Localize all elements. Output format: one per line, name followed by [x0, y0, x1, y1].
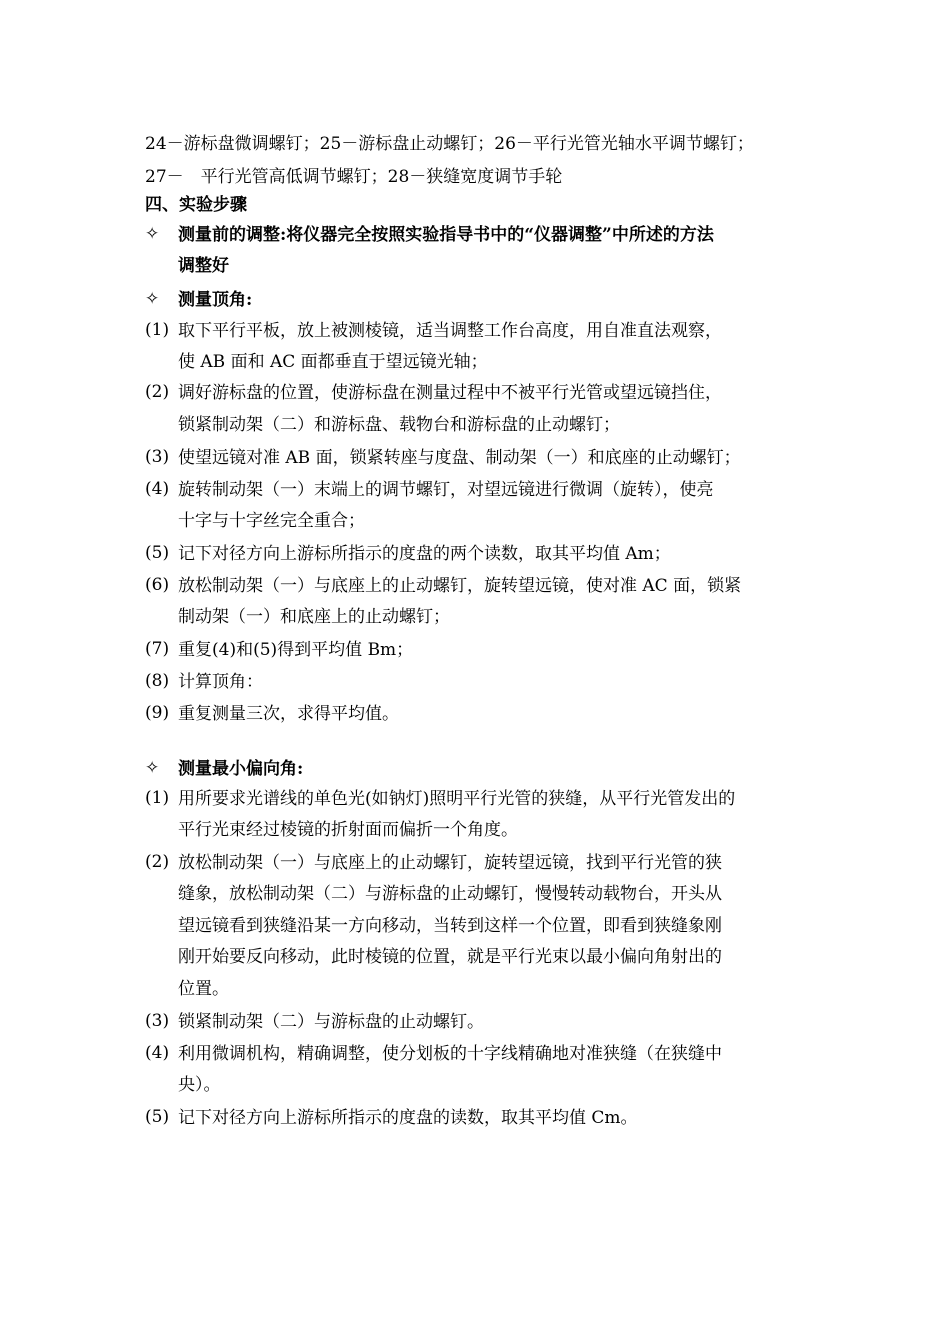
intro-line-1: 24－游标盘微调螺钉；25－游标盘止动螺钉；26－平行光管光轴水平调节螺钉；: [145, 134, 754, 154]
step-number: (7): [145, 639, 170, 659]
step-text: 计算顶角：: [178, 672, 263, 692]
pre-adjust-line-2: 调整好: [178, 256, 229, 276]
step-text: 记下对径方向上游标所指示的度盘的读数，取其平均值 Cm。: [178, 1108, 638, 1128]
step-number: (5): [145, 1107, 170, 1127]
bullet-diamond-icon: ✧: [145, 289, 160, 309]
step-text: 平行光束经过棱镜的折射面而偏折一个角度。: [178, 820, 518, 840]
step-number: (9): [145, 703, 170, 723]
bullet-diamond-icon: ✧: [145, 224, 160, 244]
step-text: 锁紧制动架（二）与游标盘的止动螺钉。: [178, 1012, 484, 1032]
step-text: 利用微调机构，精确调整，使分划板的十字线精确地对准狭缝（在狭缝中: [178, 1044, 722, 1064]
step-number: (2): [145, 382, 170, 402]
step-number: (5): [145, 543, 170, 563]
step-number: (1): [145, 320, 170, 340]
step-text: 放松制动架（一）与底座上的止动螺钉，旋转望远镜，找到平行光管的狭: [178, 853, 722, 873]
step-text: 制动架（一）和底座上的止动螺钉；: [178, 607, 450, 627]
step-number: (3): [145, 1011, 170, 1031]
step-number: (4): [145, 479, 170, 499]
step-text: 央）。: [178, 1075, 221, 1095]
step-number: (3): [145, 447, 170, 467]
step-number: (6): [145, 575, 170, 595]
step-number: (4): [145, 1043, 170, 1063]
step-text: 重复测量三次，求得平均值。: [178, 704, 399, 724]
step-text: 旋转制动架（一）末端上的调节螺钉，对望远镜进行微调（旋转），使亮: [178, 480, 714, 500]
step-text: 望远镜看到狭缝沿某一方向移动，当转到这样一个位置，即看到狭缝象刚: [178, 916, 722, 936]
bullet-diamond-icon: ✧: [145, 758, 160, 778]
step-text: 十字与十字丝完全重合；: [178, 511, 365, 531]
pre-adjust-line-1: 测量前的调整:将仪器完全按照实验指导书中的“仪器调整”中所述的方法: [178, 225, 714, 245]
step-text: 锁紧制动架（二）和游标盘、载物台和游标盘的止动螺钉；: [178, 415, 620, 435]
deviation-title: 测量最小偏向角:: [178, 759, 304, 779]
step-text: 调好游标盘的位置，使游标盘在测量过程中不被平行光管或望远镜挡住，: [178, 383, 722, 403]
step-text: 缝象，放松制动架（二）与游标盘的止动螺钉，慢慢转动载物台，开头从: [178, 884, 722, 904]
step-text: 重复(4)和(5)得到平均值 Bm；: [178, 640, 414, 660]
apex-title: 测量顶角:: [178, 290, 253, 310]
intro-line-2: 27－ 平行光管高低调节螺钉；28－狭缝宽度调节手轮: [145, 167, 563, 187]
step-text: 刚开始要反向移动，此时棱镜的位置，就是平行光束以最小偏向角射出的: [178, 947, 722, 967]
step-text: 记下对径方向上游标所指示的度盘的两个读数，取其平均值 Am；: [178, 544, 671, 564]
step-number: (8): [145, 671, 170, 691]
step-text: 取下平行平板，放上被测棱镜，适当调整工作台高度，用自准直法观察，: [178, 321, 722, 341]
step-text: 使望远镜对准 AB 面，锁紧转座与度盘、制动架（一）和底座的止动螺钉；: [178, 448, 741, 468]
step-text: 使 AB 面和 AC 面都垂直于望远镜光轴；: [178, 352, 488, 372]
step-text: 用所要求光谱线的单色光(如钠灯)照明平行光管的狭缝，从平行光管发出的: [178, 789, 736, 809]
section-title: 四、实验步骤: [145, 195, 247, 215]
step-number: (2): [145, 852, 170, 872]
step-number: (1): [145, 788, 170, 808]
step-text: 放松制动架（一）与底座上的止动螺钉，旋转望远镜，使对准 AC 面，锁紧: [178, 576, 742, 596]
step-text: 位置。: [178, 979, 229, 999]
